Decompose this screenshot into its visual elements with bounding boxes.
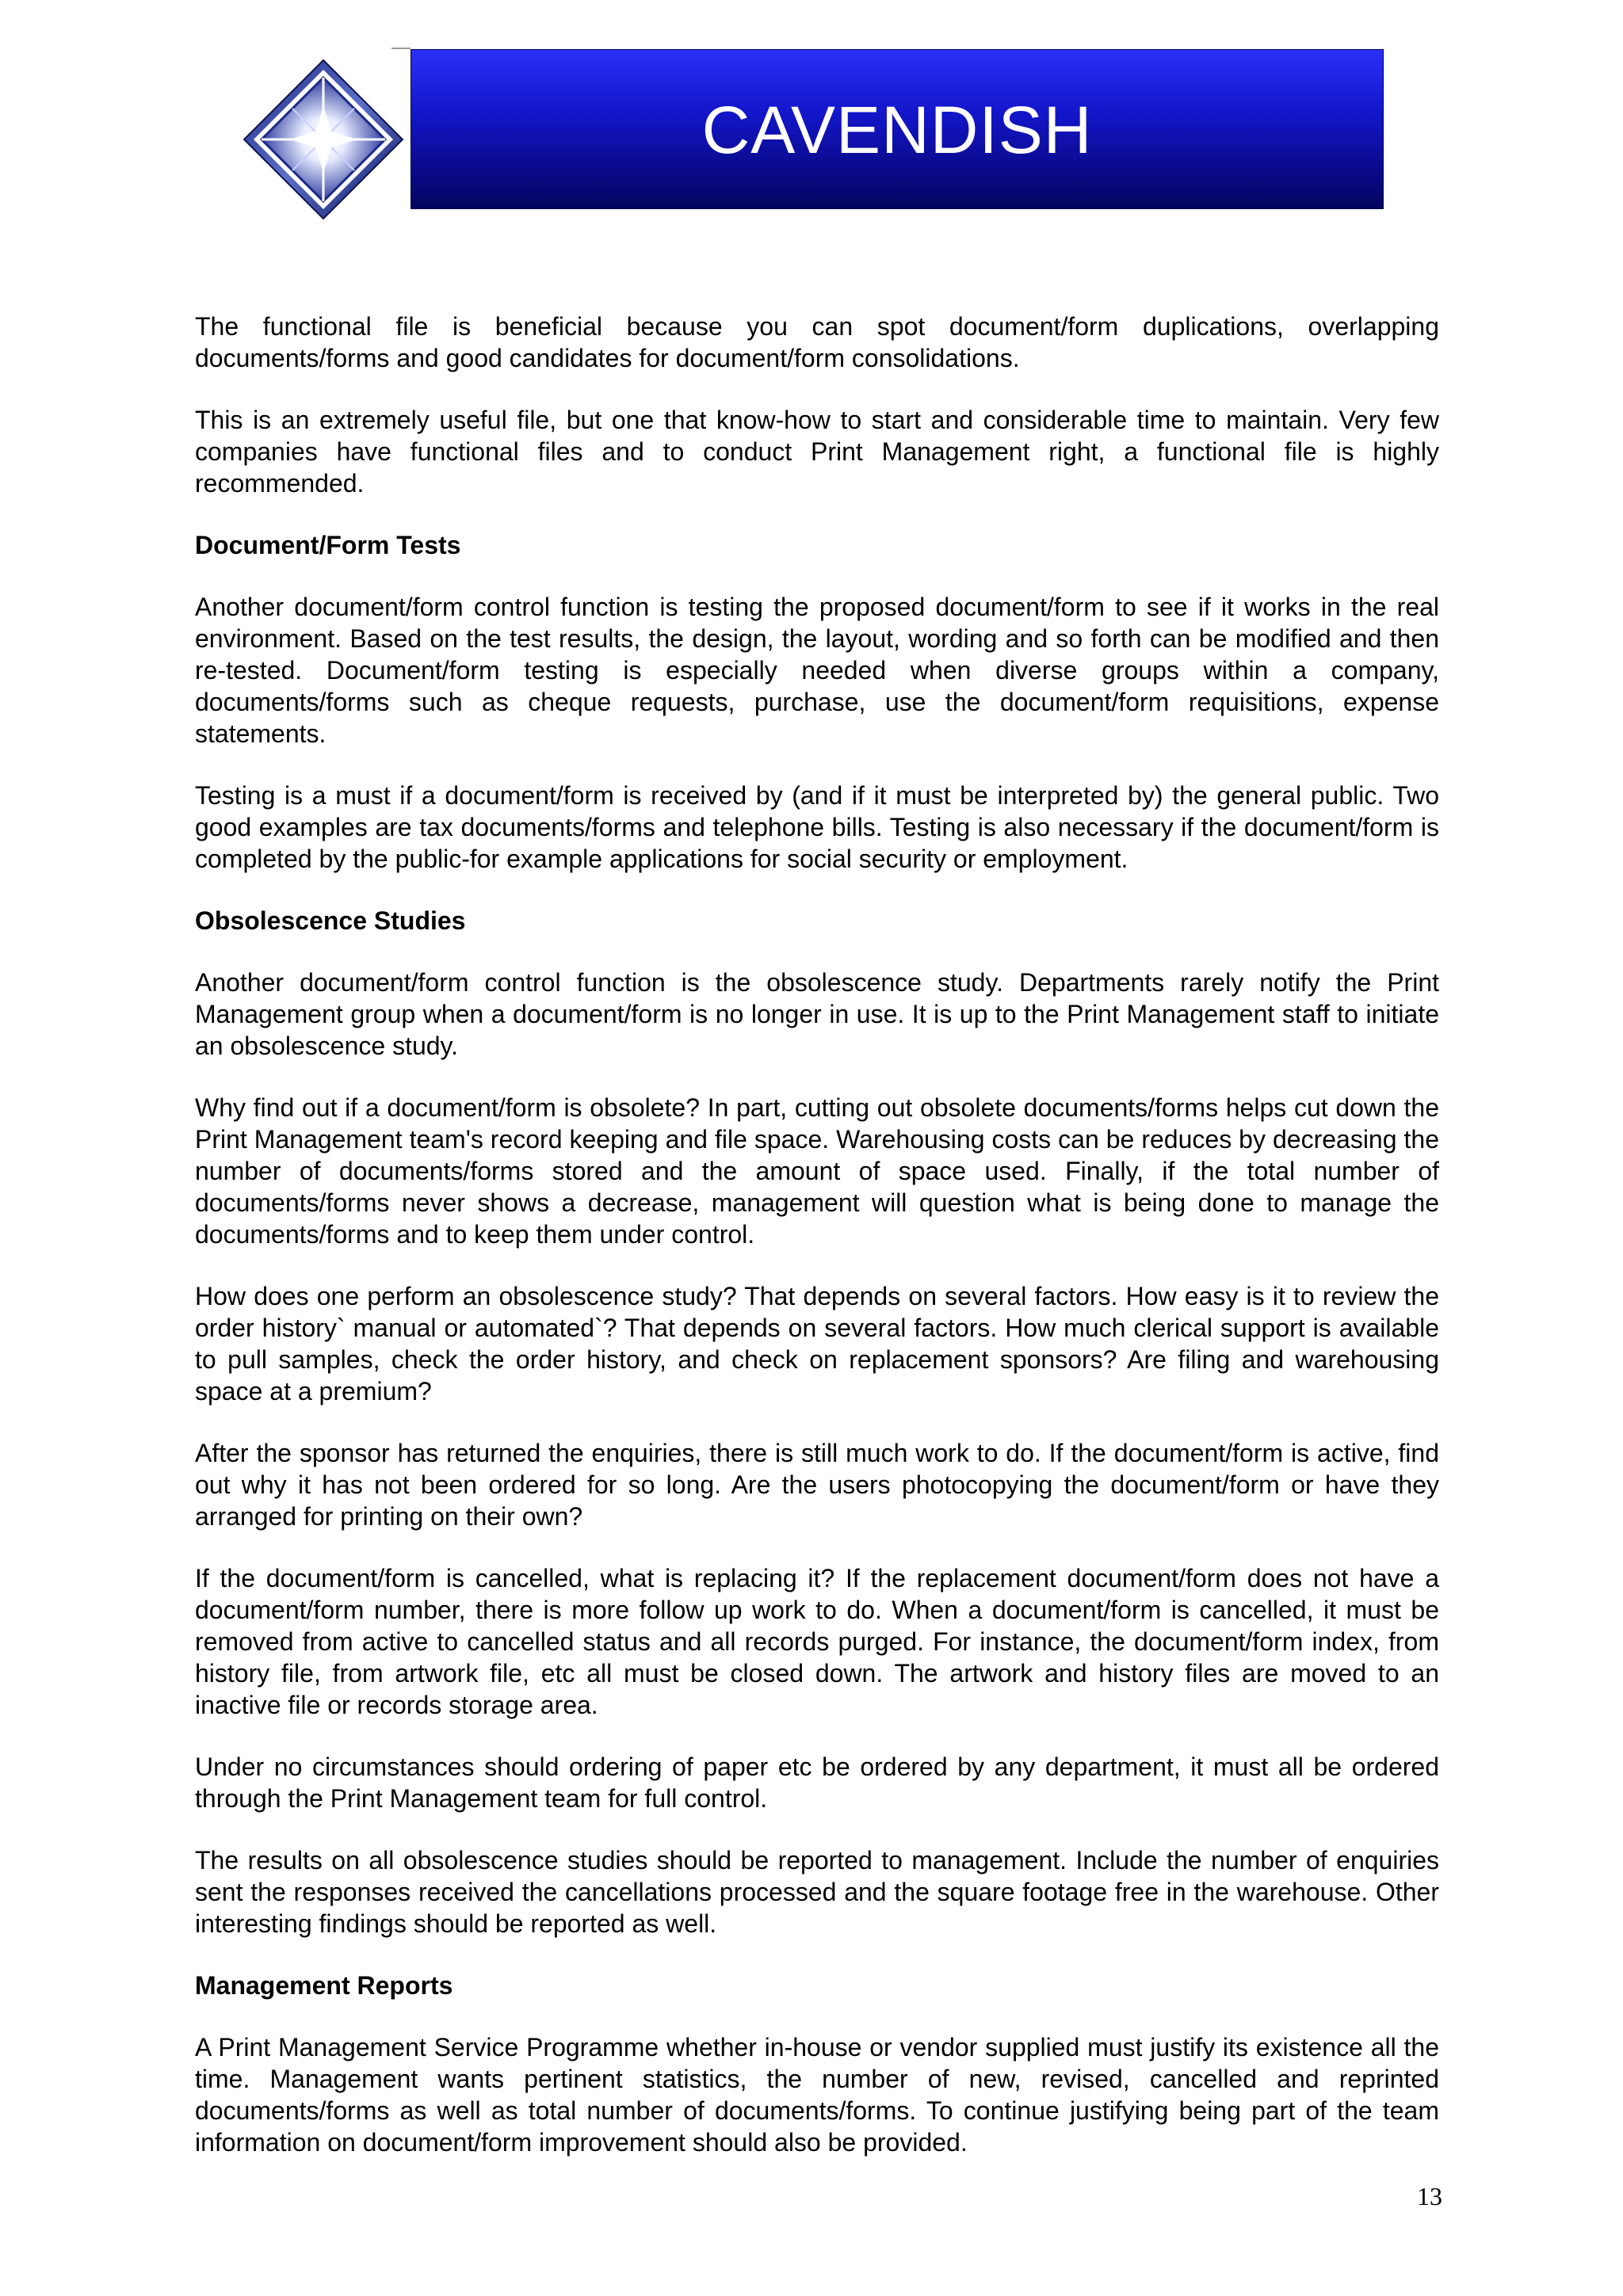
- section-heading: Obsolescence Studies: [195, 906, 466, 935]
- brand-banner: [411, 49, 1384, 209]
- document-body: [195, 311, 1439, 2188]
- diamond-star-logo-icon: [242, 59, 404, 220]
- paragraph: How does one perform an obsolescence study? That depends on several factors. How easy is it to review the order history` manual or automated`? That depends on several factors. How much clerical support is available to pull samples, check the order history, and check on replacement sponsors? Are filing and warehousing space at a premium?: [195, 1282, 1439, 1405]
- brand-title: CAVENDISH: [701, 92, 1093, 167]
- paragraph: This is an extremely useful file, but one that know-how to start and considerable time to maintain. Very few companies have functional files and to conduct Print Management right, a functional file is highly recommended.: [195, 406, 1439, 498]
- section-heading: Document/Form Tests: [195, 531, 461, 559]
- paragraph: Why find out if a document/form is obsolete? In part, cutting out obsolete documents/forms helps cut down the Print Management team's record keeping and file space. Warehousing costs can be reduces by decreasing the number of documents/forms stored and the amount of space used. Finally, if the total number of documents/forms never shows a decrease, management will question what is being done to manage the documents/forms and to keep them under control.: [195, 1093, 1439, 1249]
- paragraph: The functional file is beneficial because you can spot document/form duplications, overlapping documents/forms and good candidates for document/form consolidations.: [195, 312, 1439, 372]
- paragraph: Testing is a must if a document/form is received by (and if it must be interpreted by) the general public. Two good examples are tax documents/forms and telephone bills. Testing is also necessary if the document/form is completed by the public-for example applications for social security or employment.: [195, 781, 1439, 873]
- paragraph: Another document/form control function is the obsolescence study. Departments rarely notify the Print Management group when a document/form is no longer in use. It is up to the Print Management staff to initiate an obsolescence study.: [195, 968, 1439, 1060]
- section-heading: Management Reports: [195, 1971, 453, 2000]
- header-rule: [391, 48, 411, 49]
- paragraph: The results on all obsolescence studies should be reported to management. Include the number of enquiries sent the responses received the cancellations processed and the square footage free in the warehouse. Other interesting findings should be reported as well.: [195, 1846, 1439, 1938]
- paragraph: If the document/form is cancelled, what is replacing it? If the replacement document/form does not have a document/form number, there is more follow up work to do. When a document/form is cancelled, it must be removed from active to cancelled status and all records purged. For instance, the document/form index, from history file, from artwork file, etc all must be closed down. The artwork and history files are moved to an inactive file or records storage area.: [195, 1564, 1439, 1719]
- paragraph: Under no circumstances should ordering of paper etc be ordered by any department, it must all be ordered through the Print Management team for full control.: [195, 1753, 1439, 1813]
- paragraph: After the sponsor has returned the enquiries, there is still much work to do. If the document/form is active, find out why it has not been ordered for so long. Are the users photocopying the document/form or have they arranged for printing on their own?: [195, 1439, 1439, 1531]
- paragraph: A Print Management Service Programme whether in-house or vendor supplied must justify its existence all the time. Management wants pertinent statistics, the number of new, revised, cancelled and reprinted documents/forms as well as total number of documents/forms. To continue justifying being part of the team information on document/form improvement should also be provided.: [195, 2033, 1439, 2157]
- page-number: 13: [1417, 2182, 1442, 2210]
- paragraph: Another document/form control function is testing the proposed document/form to see if it works in the real environment. Based on the test results, the design, the layout, wording and so forth can be modified and then re-tested. Document/form testing is especially needed when diverse groups within a company, documents/forms such as cheque requests, purchase, use the document/form requisitions, expense statements.: [195, 593, 1439, 748]
- page-header: [0, 0, 1623, 238]
